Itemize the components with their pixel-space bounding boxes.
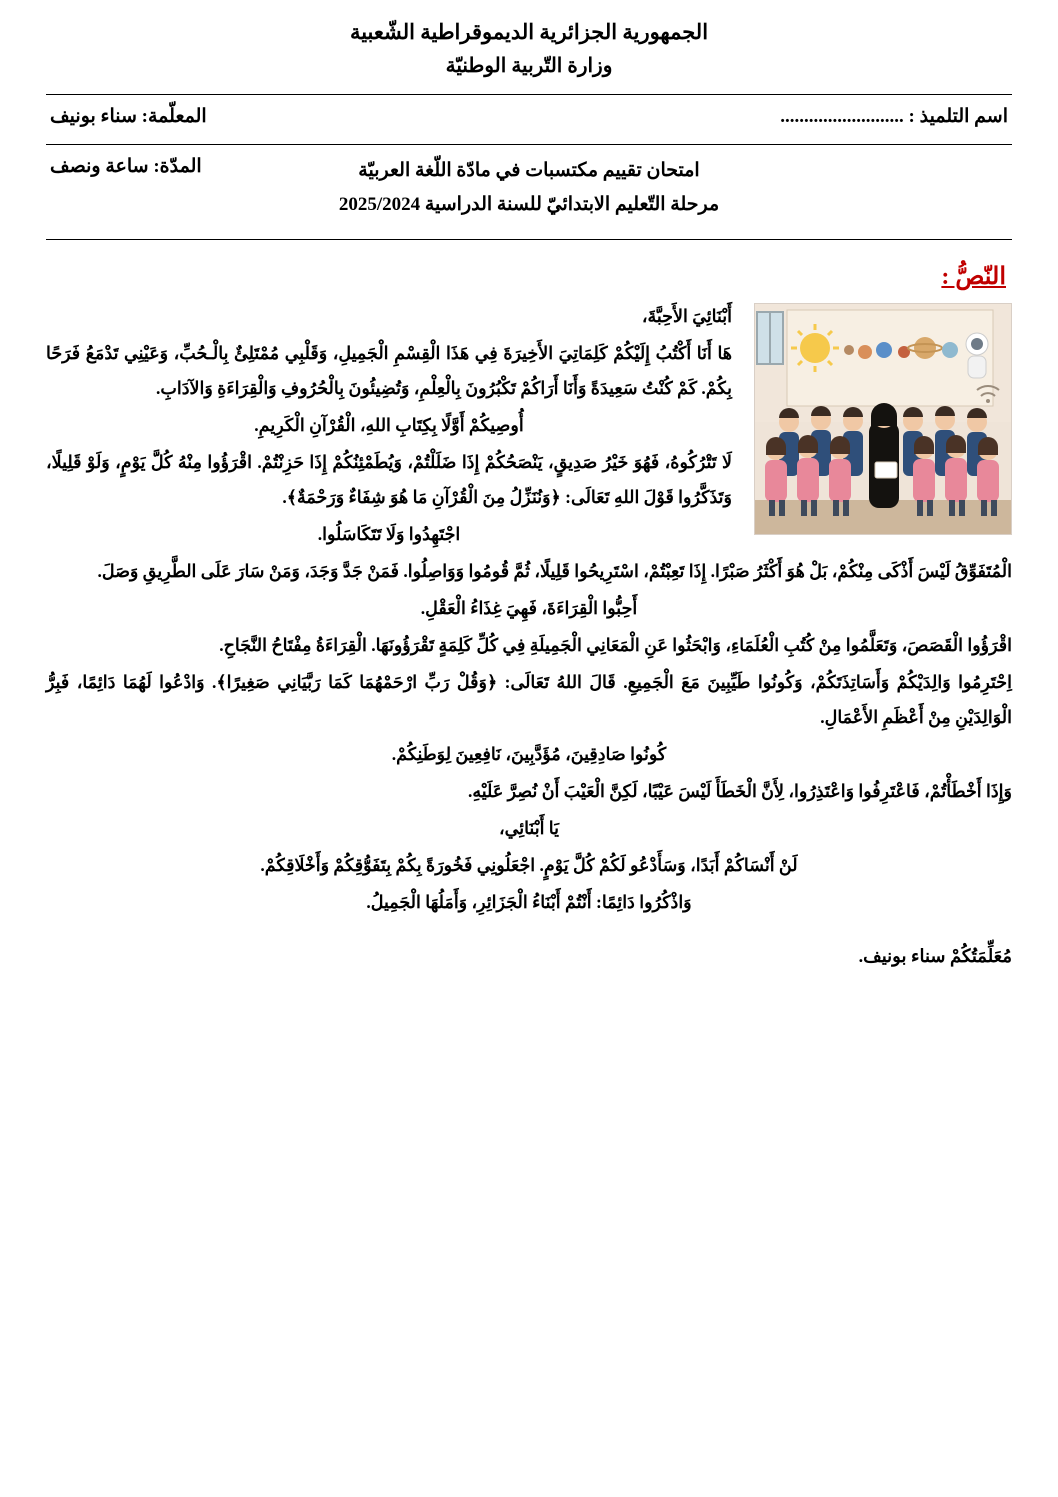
paragraph: الْمُتَفَوِّقُ لَيْسَ أَذْكَى مِنْكُمْ، بَلْ هُوَ أَكْثَرُ صَبْرًا. إِذَا تَعِبْتُمْ، اسْتَرِيحُوا قَلِيلًا، ثُمَّ قُومُوا وَوَاصِلُوا. فَمَنْ جَدَّ وَجَدَ، وَمَنْ سَارَ عَلَى الطَّرِيقِ وَصَلَ. [97, 560, 1012, 581]
country-line: الجمهورية الجزائرية الديموقراطية الشّعبية [349, 20, 709, 44]
paragraph: يَا أَبْنَائِي، [498, 817, 560, 838]
exam-info-block [46, 145, 1012, 233]
paragraph: أَبْنَائِيَ الأَحِبَّةَ، [641, 305, 732, 326]
exam-level-line: مرحلة التّعليم الابتدائيّ للسنة الدراسية 2025/2024 [338, 193, 720, 215]
paragraph: أَحِبُّوا الْقِرَاءَةَ، فَهِيَ غِذَاءُ الْعَقْلِ. [420, 597, 638, 618]
identity-row [46, 95, 1012, 138]
paragraph: هَا أَنَا أَكْتُبُ إِلَيْكُمْ كَلِمَاتِيَ الأَخِيرَةَ فِي هَذَا الْقِسْمِ الْجَمِيلِ، وَقَلْبِي مُمْتَلِئٌ بِالْـحُبِّ، وَعَيْنِي تَدْمَعُ فَرَحًا بِكُمْ. كَمْ كُنْتُ سَعِيدَةً وَأَنَا أَرَاكُمْ تَكْبُرُونَ بِالْعِلْمِ، وَتُضِيئُونَ بِالْحُرُوفِ وَالْقِرَاءَةِ وَالآدَابِ. [46, 342, 732, 398]
ministry-line: وزارة التّربية الوطنيّة [445, 54, 613, 77]
paragraph: اقْرَؤُوا الْقَصَصَ، وَتَعَلَّمُوا مِنْ كُتُبِ الْعُلَمَاءِ، وَابْحَثُوا عَنِ الْمَعَانِي الْجَمِيلَةِ فِي كُلِّ كَلِمَةٍ تَقْرَؤُونَهَا. الْقِرَاءَةُ مِفْتَاحُ النَّجَاحِ. [219, 634, 1012, 655]
exam-title-line: امتحان تقييم مكتسبات في مادّة اللّغة العربيّة [358, 159, 700, 181]
signature: مُعَلِّمَتُكُمْ سناء بونيف. [858, 945, 1012, 966]
exam-duration-label: المدّة: ساعة ونصف [50, 155, 202, 177]
header-divider-3 [46, 239, 1012, 240]
paragraph: وَإِذَا أَخْطَأْتُمْ، فَاعْتَرِفُوا وَاعْتَذِرُوا، لِأَنَّ الْخَطَأَ لَيْسَ عَيْبًا، لَكِنَّ الْعَيْبَ أَنْ نُصِرَّ عَلَيْهِ. [467, 780, 1012, 801]
paragraph: أُوصِيكُمْ أَوَّلًا بِكِتَابِ اللهِ، الْقُرْآنِ الْكَرِيمِ. [254, 414, 524, 435]
paragraph: وَاذْكُرُوا دَائِمًا: أَنْتُمْ أَبْنَاءُ الْجَزَائِرِ، وَأَمَلُهَا الْجَمِيلُ. [366, 891, 692, 912]
paragraph: اجْتَهِدُوا وَلَا تَتَكَاسَلُوا. [317, 523, 461, 544]
paragraph: لَنْ أَنْسَاكُمْ أَبَدًا، وَسَأَدْعُو لَكُمْ كُلَّ يَوْمٍ. اجْعَلُونِي فَخُورَةً بِكُمْ بِتَفَوُّقِكُمْ وَأَخْلَاقِكُمْ. [260, 854, 798, 875]
teacher-name-label: المعلّمة: سناء بونيف [50, 105, 207, 127]
paragraph: كُونُوا صَادِقِينَ، مُؤَدَّبِينَ، نَافِعِينَ لِوَطَنِكُمْ. [391, 743, 667, 764]
paragraph: اِحْتَرِمُوا وَالِدَيْكُمْ وَأَسَاتِذَتَكُمْ، وَكُونُوا طَيِّبِينَ مَعَ الْجَمِيعِ. قَالَ اللهُ تَعَالَى: ﴿وَقُلْ رَبِّ ارْحَمْهُمَا كَمَا رَبَّيَانِي صَغِيرًا﴾. وَادْعُوا لَهُمَا دَائِمًا، فَبِرُّ الْوَالِدَيْنِ مِنْ أَعْظَمِ الأَعْمَالِ. [46, 671, 1012, 727]
page-title: النّصُّ : [941, 263, 1006, 290]
paragraph: لَا تَتْرُكُوهُ، فَهُوَ خَيْرُ صَدِيقٍ، يَنْصَحُكُمْ إِذَا ضَلَلْتُمْ، وَيُطَمْئِنُكُمْ إِذَا حَزِنْتُمْ. اقْرَؤُوا مِنْهُ كُلَّ يَوْمٍ، وَلَوْ قَلِيلًا، وَتَذَكَّرُوا قَوْلَ اللهِ تَعَالَى: ﴿وَنُنَزِّلُ مِنَ الْقُرْآنِ مَا هُوَ شِفَاءٌ وَرَحْمَةٌ﴾. [46, 451, 732, 507]
text-body [46, 299, 1012, 974]
classroom-photo [754, 303, 1012, 535]
student-name-field[interactable]: اسم التلميذ : .......................... [780, 105, 1008, 127]
